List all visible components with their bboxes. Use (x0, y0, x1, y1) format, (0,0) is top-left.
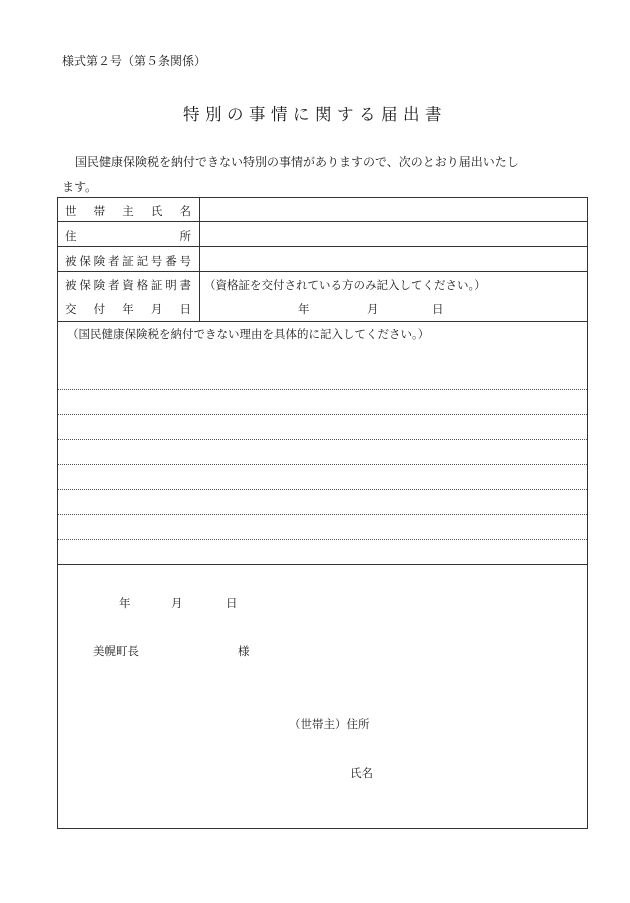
form-number: 様式第２号（第５条関係） (62, 54, 207, 68)
address-label (58, 222, 200, 246)
reason-line (58, 439, 587, 440)
qualification-label-line1: 被 保 険 者 資 格 証 明 書 (65, 278, 191, 292)
reason-line (58, 514, 587, 515)
reason-line (58, 464, 587, 465)
householder-name-label (58, 198, 200, 221)
householder-name-label-text: 世 帯 主 氏 名 (65, 204, 191, 218)
intro-line-2: ます。 (62, 180, 98, 194)
qualification-note: （資格証を交付されている方のみ記入してください。） (204, 278, 486, 292)
insured-number-row (58, 247, 587, 272)
qualification-label (58, 272, 200, 321)
reason-note: （国民健康保険税を納付できない理由を具体的に記入してください。） (67, 327, 430, 341)
name-label: 氏名 (350, 766, 373, 780)
intro-line-1: 国民健康保険税を納付できない特別の事情がありますので、次のとおり届出いたし (75, 155, 519, 169)
reason-line (58, 539, 587, 540)
honorific: 様 (238, 644, 250, 658)
address-row (58, 222, 587, 247)
signature-date-year: 年 (119, 596, 131, 610)
insured-number-label-text: 被 保 険 者 証 記 号 番 号 (65, 254, 191, 268)
address-field[interactable] (200, 222, 587, 246)
signature-date-month: 月 (171, 596, 183, 610)
document-title: 特別の事情に関する届出書 (183, 105, 447, 124)
reason-line (58, 389, 587, 390)
qualification-field[interactable] (200, 272, 587, 321)
signature-date-day: 日 (226, 596, 238, 610)
qualification-date-month: 月 (367, 302, 379, 316)
intro-text (62, 150, 592, 200)
householder-name-row (58, 198, 587, 222)
insured-number-label (58, 247, 200, 271)
application-form (57, 197, 588, 829)
householder-name-field[interactable] (200, 198, 587, 221)
qualification-label-line2: 交 付 年 月 日 (65, 302, 191, 316)
signature-divider (58, 564, 587, 565)
reason-line (58, 414, 587, 415)
householder-address-label: （世帯主）住所 (289, 717, 370, 731)
qualification-date-day: 日 (432, 302, 444, 316)
qualification-row (58, 272, 587, 322)
insured-number-field[interactable] (200, 247, 587, 271)
address-label-text: 住 所 (65, 229, 191, 243)
qualification-date-year: 年 (298, 302, 310, 316)
addressee: 美幌町長 (93, 644, 139, 658)
reason-line (58, 489, 587, 490)
